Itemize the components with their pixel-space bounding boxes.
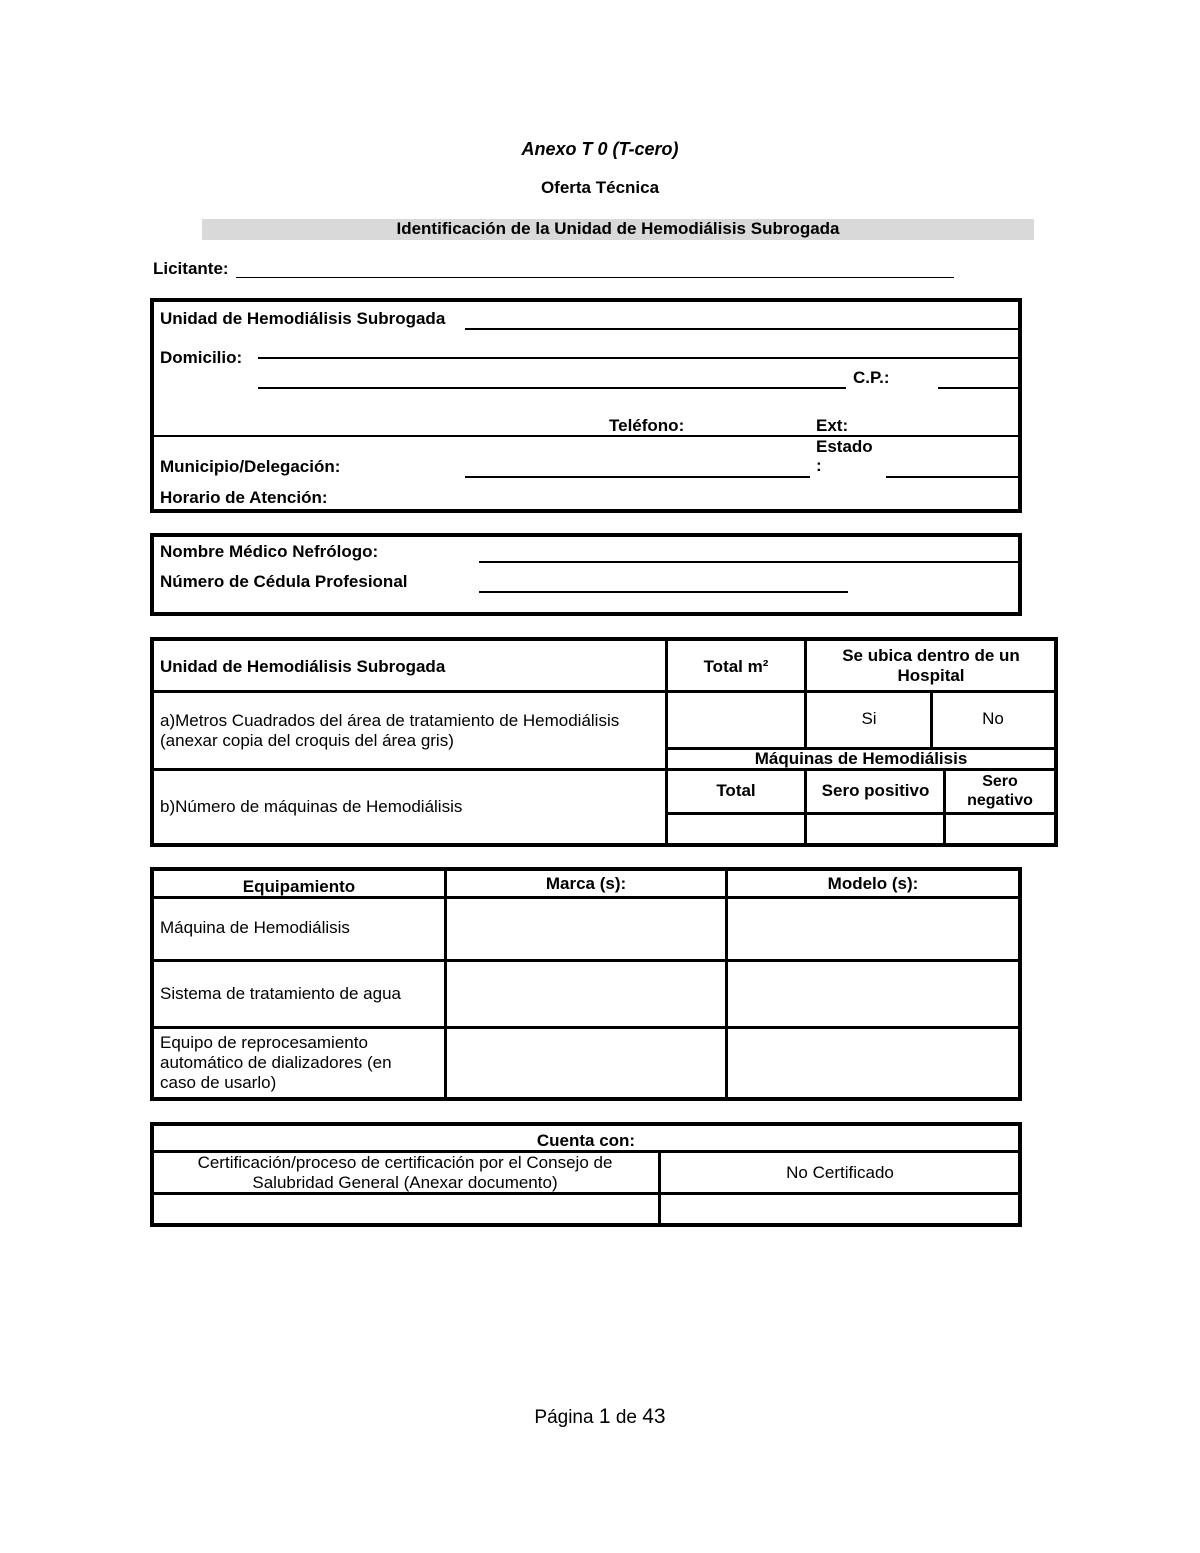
- maquinas-total-header: Total: [716, 781, 756, 800]
- licitante-label: Licitante:: [153, 259, 229, 278]
- equip-modelo-cell-3[interactable]: [729, 1029, 1017, 1096]
- area-header-unit: Unidad de Hemodiálisis Subrogada: [160, 657, 446, 676]
- licitante-field[interactable]: [236, 277, 954, 278]
- cp-label: C.P.:: [853, 368, 890, 387]
- area-row-a-label: a)Metros Cuadrados del área de tratamiento de Hemodiálisis (anexar copia del croquis del área gris): [160, 711, 620, 750]
- page-total: 43: [642, 1405, 666, 1428]
- page-of: de: [615, 1407, 637, 1428]
- equip-modelo-cell-2[interactable]: [729, 962, 1017, 1025]
- page-word: Página: [534, 1407, 594, 1428]
- hospital-si[interactable]: Si: [861, 709, 877, 728]
- cp-field[interactable]: [938, 387, 1018, 389]
- equip-row-reprocesamiento: Equipo de reprocesamiento automático de dializadores (en caso de usarlo): [160, 1033, 392, 1092]
- nombre-medico-field[interactable]: [479, 561, 1018, 563]
- area-table-col3b: [943, 770, 946, 844]
- page-number: [0, 1405, 1200, 1429]
- ext-label: Ext:: [816, 416, 849, 435]
- document-title: Anexo T 0 (T-cero): [521, 139, 679, 159]
- horario-label: Horario de Atención:: [160, 488, 328, 507]
- page-current: 1: [598, 1405, 611, 1428]
- domicilio-label: Domicilio:: [160, 348, 243, 367]
- cedula-label: Número de Cédula Profesional: [160, 572, 408, 591]
- unit-info-box: [150, 298, 1022, 513]
- equip-row-maquina: Máquina de Hemodiálisis: [160, 918, 350, 937]
- equip-marca-cell-1[interactable]: [448, 899, 724, 958]
- equip-modelo-cell-1[interactable]: [729, 899, 1017, 958]
- equip-col1: [444, 871, 447, 1097]
- maquinas-header: Máquinas de Hemodiálisis: [754, 749, 968, 768]
- unidad-field[interactable]: [465, 328, 1018, 330]
- estado-field[interactable]: [886, 476, 1018, 478]
- area-table-col2: [804, 641, 807, 748]
- area-header-total: Total m²: [703, 657, 769, 676]
- unidad-label: Unidad de Hemodiálisis Subrogada: [160, 309, 446, 328]
- equip-header-marca: Marca (s):: [545, 874, 627, 893]
- telefono-label: Teléfono:: [609, 416, 685, 435]
- cert-col1: [658, 1150, 661, 1223]
- domicilio-field-line2[interactable]: [258, 387, 846, 389]
- equip-header-modelo: Modelo (s):: [827, 874, 919, 893]
- area-header-hospital: Se ubica dentro de un Hospital: [842, 646, 1020, 685]
- area-table-row3: [665, 812, 1054, 815]
- sero-negativo-header: Sero negativo: [967, 773, 1033, 809]
- estado-label: Estado: [816, 437, 873, 456]
- area-table-col3: [930, 692, 933, 748]
- equip-marca-cell-2[interactable]: [448, 962, 724, 1025]
- cedula-field[interactable]: [479, 591, 848, 593]
- section-banner: Identificación de la Unidad de Hemodiálisis Subrogada: [202, 219, 1034, 240]
- municipio-label: Municipio/Delegación:: [160, 457, 341, 476]
- estado-colon: :: [816, 456, 822, 475]
- municipio-field[interactable]: [465, 476, 810, 478]
- sero-positivo-header: Sero positivo: [821, 781, 930, 800]
- equip-col2: [725, 871, 728, 1097]
- cert-header: Cuenta con:: [536, 1131, 636, 1150]
- cert-status[interactable]: No Certificado: [786, 1163, 894, 1182]
- document-subtitle: Oferta Técnica: [540, 178, 660, 197]
- equip-header-equipamiento: Equipamiento: [242, 877, 356, 896]
- equip-marca-cell-3[interactable]: [448, 1029, 724, 1096]
- domicilio-field[interactable]: [258, 357, 1018, 359]
- hospital-no[interactable]: No: [982, 709, 1004, 728]
- cert-text: Certificación/proceso de certificación por el Consejo de Salubridad General (Anexar documento): [197, 1153, 613, 1192]
- area-table-row1: [154, 690, 1054, 693]
- area-table-col2b: [804, 770, 807, 844]
- equip-row-agua: Sistema de tratamiento de agua: [160, 984, 401, 1003]
- telefono-row-divider: [154, 435, 1018, 437]
- nombre-medico-label: Nombre Médico Nefrólogo:: [160, 542, 379, 561]
- area-row-b-label: b)Número de máquinas de Hemodiálisis: [160, 797, 463, 816]
